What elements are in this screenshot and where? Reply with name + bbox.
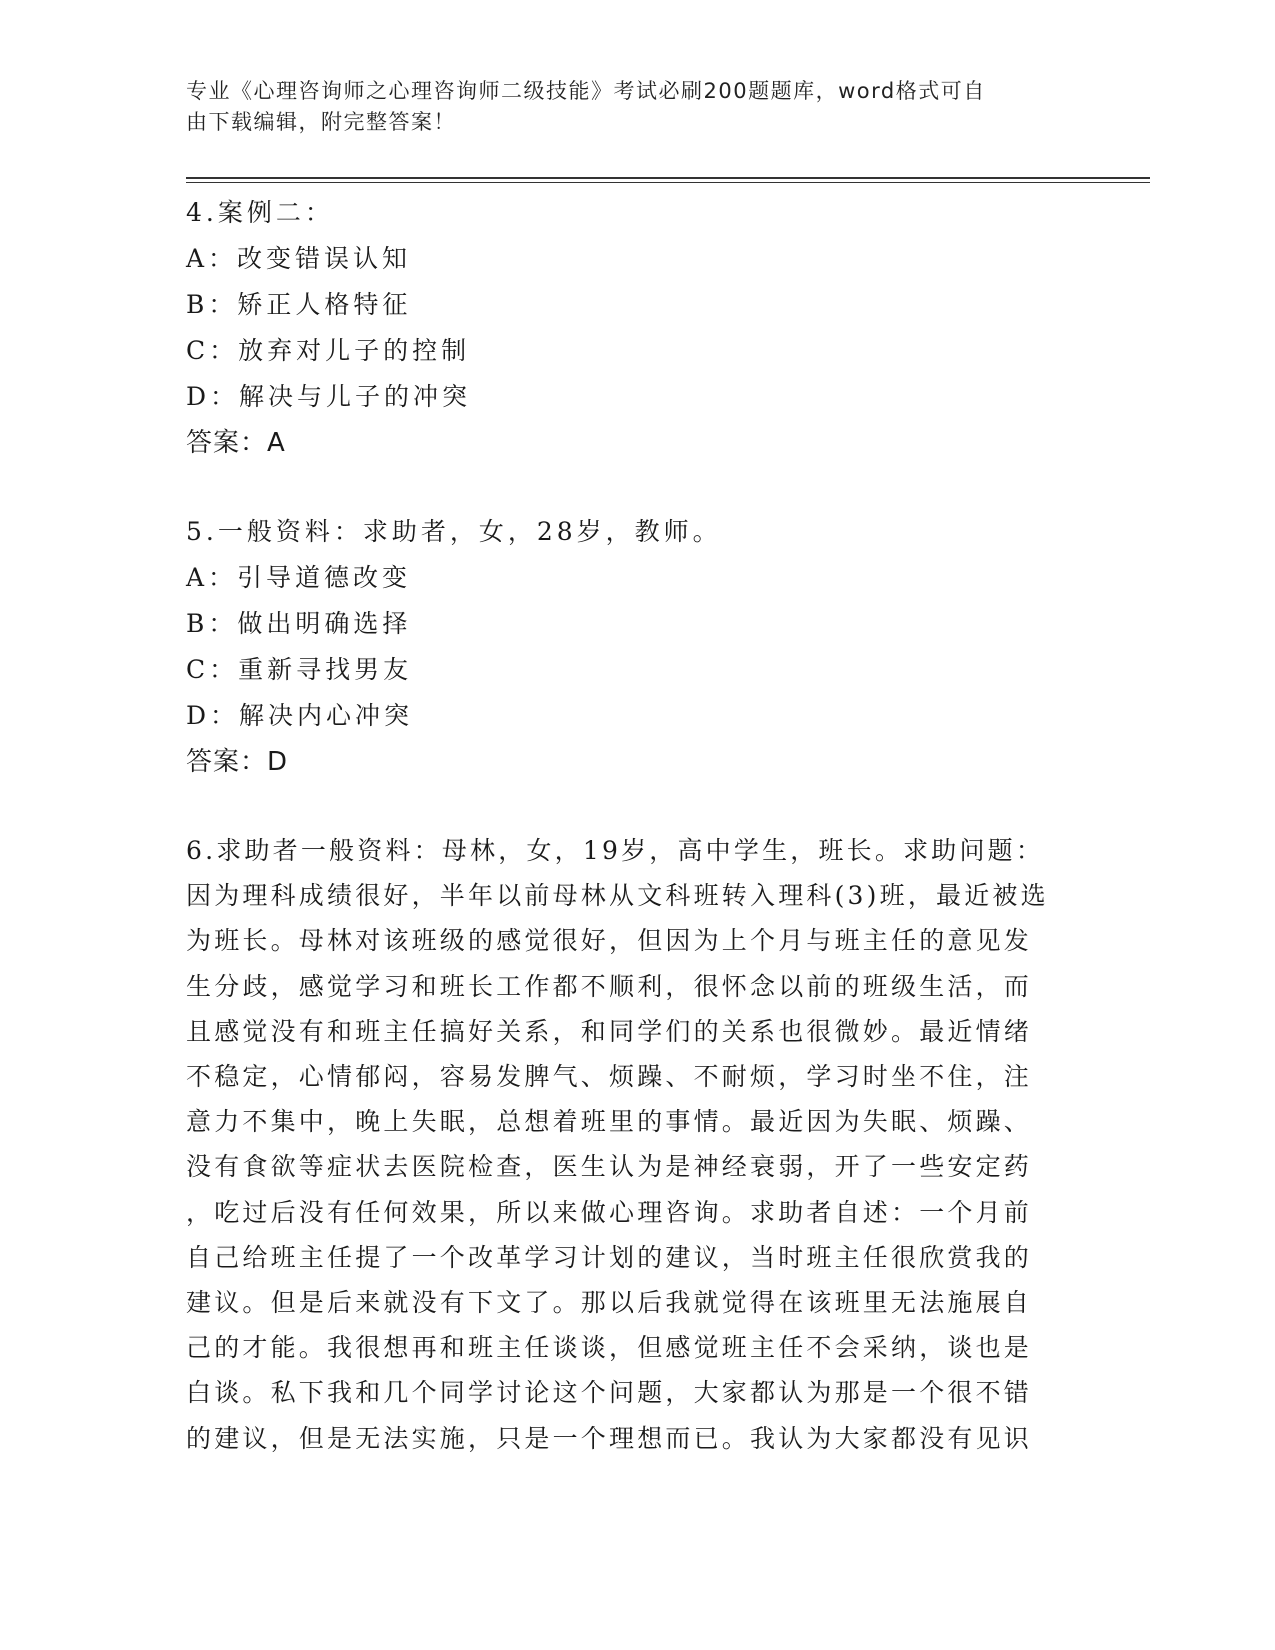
option-c: C：重新寻找男友: [186, 655, 413, 684]
header-divider-thin: [186, 182, 1150, 183]
question-6-paragraph: [186, 828, 1066, 1461]
paragraph-line: 意力不集中，晚上失眠，总想着班里的事情。最近因为失眠、烦躁、: [186, 1107, 1033, 1137]
option-d: D：解决内心冲突: [186, 701, 414, 730]
paragraph-line: 的建议，但是无法实施，只是一个理想而已。我认为大家都没有见识: [186, 1423, 1033, 1453]
option-b: B：矫正人格特征: [186, 290, 412, 319]
paragraph-line: 为班长。母林对该班级的感觉很好，但因为上个月与班主任的意见发: [186, 926, 1033, 956]
paragraph-line: 因为理科成绩很好，半年以前母林从文科班转入理科(3)班，最近被选: [186, 881, 1049, 911]
header-divider-thick: [186, 177, 1150, 179]
question-5: [186, 509, 1066, 785]
paragraph-line: 生分歧，感觉学习和班长工作都不顺利，很怀念以前的班级生活，而: [186, 971, 1033, 1001]
paragraph-line: 且感觉没有和班主任搞好关系，和同学们的关系也很微妙。最近情绪: [186, 1016, 1033, 1046]
question-stem: 5.一般资料：求助者，女，28岁，教师。: [186, 517, 722, 546]
paragraph-line: 不稳定，心情郁闷，容易发脾气、烦躁、不耐烦，学习时坐不住，注: [186, 1062, 1033, 1092]
question-4: [186, 190, 1066, 466]
question-content: [186, 190, 1066, 1461]
paragraph-line: 建议。但是后来就没有下文了。那以后我就觉得在该班里无法施展自: [186, 1288, 1033, 1318]
question-stem: 4.案例二：: [186, 198, 334, 227]
answer-line: 答案：D: [186, 747, 289, 777]
document-header: [186, 76, 1056, 138]
header-line-1: 专业《心理咨询师之心理咨询师二级技能》考试必刷200题题库，word格式可自: [186, 79, 986, 103]
paragraph-line: 白谈。私下我和几个同学讨论这个问题，大家都认为那是一个很不错: [186, 1378, 1033, 1408]
option-d: D：解决与儿子的冲突: [186, 382, 472, 411]
option-b: B：做出明确选择: [186, 609, 412, 638]
paragraph-line: ，吃过后没有任何效果，所以来做心理咨询。求助者自述：一个月前: [186, 1197, 1033, 1227]
answer-line: 答案：A: [186, 428, 286, 458]
paragraph-line: 自己给班主任提了一个改革学习计划的建议，当时班主任很欣赏我的: [186, 1242, 1033, 1272]
paragraph-line: 6.求助者一般资料：母林，女，19岁，高中学生，班长。求助问题：: [186, 836, 1045, 865]
option-a: A：引导道德改变: [186, 563, 412, 592]
paragraph-line: 己的才能。我很想再和班主任谈谈，但感觉班主任不会采纳，谈也是: [186, 1333, 1033, 1363]
paragraph-line: 没有食欲等症状去医院检查，医生认为是神经衰弱，开了一些安定药: [186, 1152, 1033, 1182]
option-a: A：改变错误认知: [186, 244, 412, 273]
option-c: C：放弃对儿子的控制: [186, 336, 471, 365]
header-line-2: 由下载编辑，附完整答案！: [186, 110, 456, 134]
